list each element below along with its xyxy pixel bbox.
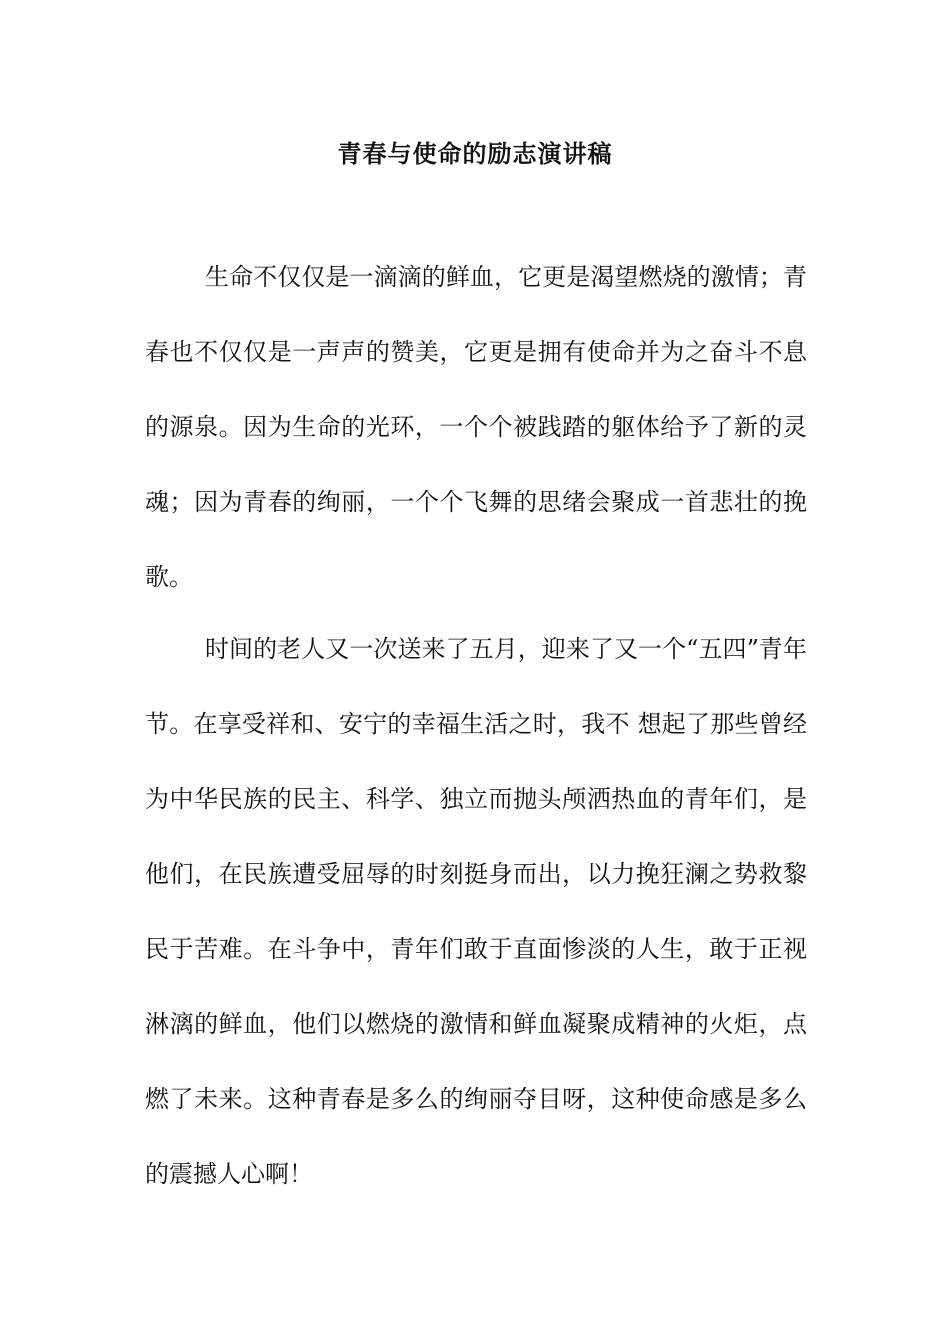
paragraph-1: 生命不仅仅是一滴滴的鲜血，它更是渴望燃烧的激情；青春也不仅仅是一声声的赞美，它更是拥有使命并为之奋斗不息的源泉。因为生命的光环，一个个被践踏的躯体给予了新的灵魂；因为青春的绚丽，一个个飞舞的思绪会聚成一首悲壮的挽歌。	[145, 263, 807, 591]
document-title: 青春与使命的励志演讲稿	[337, 139, 613, 168]
paragraph-2: 时间的老人又一次送来了五月，迎来了又一个“五四”青年节。在享受祥和、安宁的幸福生活之时，我不 想起了那些曾经为中华民族的民主、科学、独立而抛头颅洒热血的青年们，是他们，在民族遭受屈辱的时刻挺身而出，以力挽狂澜之势救黎民于苦难。在斗争中，青年们敢于直面惨淡的人生，敢于正视淋漓的鲜血，他们以燃烧的激情和鲜血凝聚成精神的火炬，点燃了未来。这种青春是多么的绚丽夺目呀，这种使命感是多么的震撼人心啊！	[145, 635, 807, 1188]
